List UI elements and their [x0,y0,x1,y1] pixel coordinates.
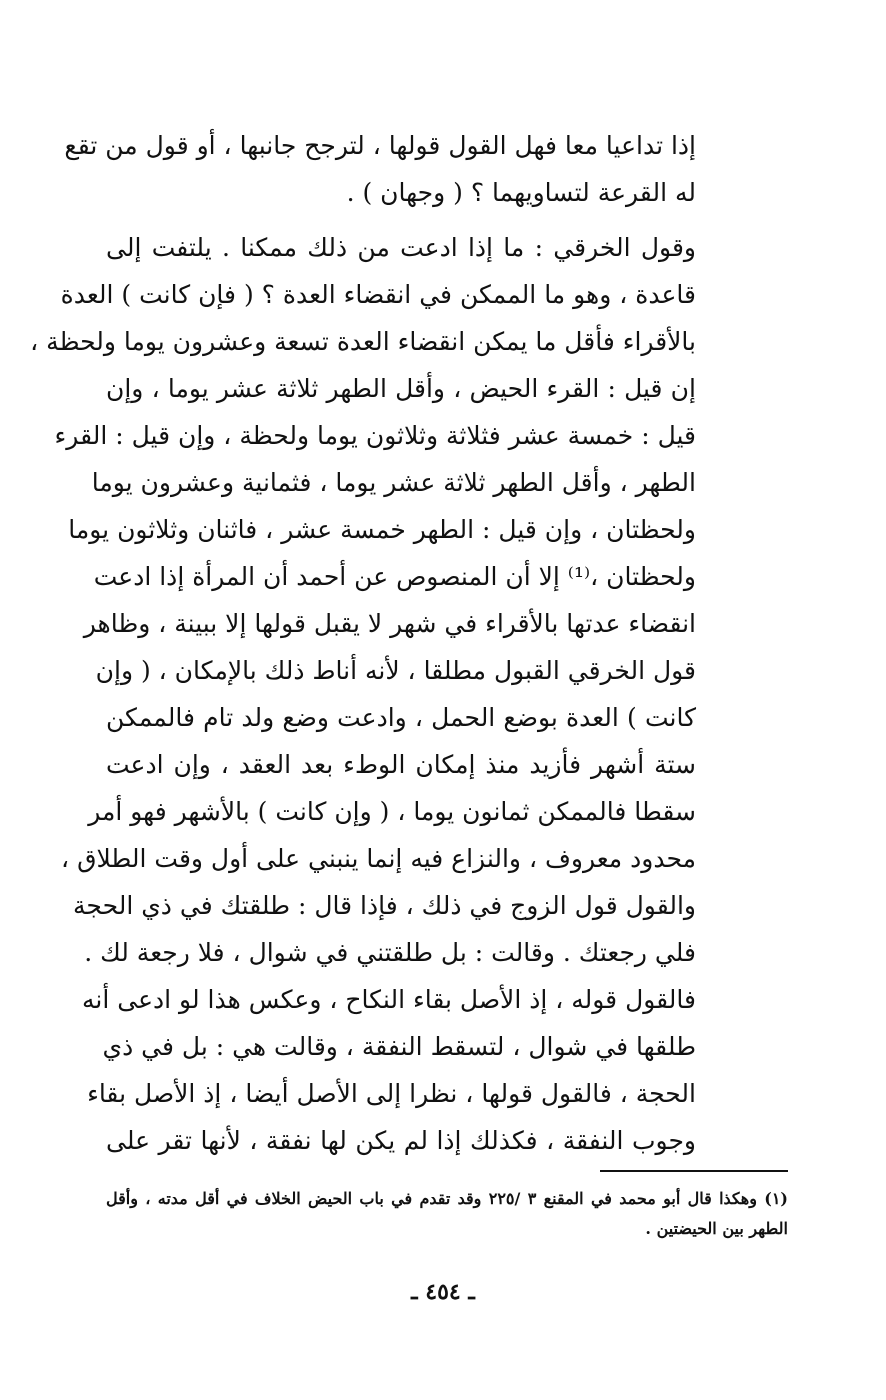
footnotes [106,1184,788,1244]
paragraph-gap [106,216,696,224]
footnote-separator [600,1170,788,1172]
text-line: ستة أشهر فأزيد منذ إمكان الوطء بعد العقد ، وإن ادعت [106,750,696,779]
paragraph-2 [30,224,696,1164]
text-line: قول الخرقي القبول مطلقا ، لأنه أناط ذلك بالإمكان ، ( وإن [95,656,696,685]
text-line: قيل : خمسة عشر فثلاثة وثلاثون يوما ولحظة ، وإن قيل : القرء [54,421,696,450]
page-number: ـ ٤٥٤ ـ [411,1279,475,1305]
text-line: محدود معروف ، والنزاع فيه إنما ينبني على أول وقت الطلاق ، [61,844,696,873]
text-line: إذا تداعيا معا فهل القول قولها ، لترجح جانبها ، أو قول من تقع [64,131,696,160]
text-line: الحجة ، فالقول قولها ، نظرا إلى الأصل أيضا ، إذ الأصل بقاء [87,1079,696,1108]
text-line: بالأقراء فأقل ما يمكن انقضاء العدة تسعة وعشرون يوما ولحظة ، [30,327,696,356]
text-line: وجوب النفقة ، فكذلك إذا لم يكن لها نفقة ، لأنها تقر على [106,1126,696,1155]
text-line: وقول الخرقي : ما إذا ادعت من ذلك ممكنا . يلتفت إلى [106,233,696,262]
text-line: فالقول قوله ، إذ الأصل بقاء النكاح ، وعكس هذا لو ادعى أنه [82,985,696,1014]
text-line: قاعدة ، وهو ما الممكن في انقضاء العدة ؟ ( فإن كانت ) العدة [60,280,696,309]
paragraph-1 [64,122,696,216]
text-line: إن قيل : القرء الحيض ، وأقل الطهر ثلاثة عشر يوما ، وإن [106,374,696,403]
text-line: سقطا فالممكن ثمانون يوما ، ( وإن كانت ) بالأشهر فهو أمر [88,797,696,826]
text-line: كانت ) العدة بوضع الحمل ، وادعت وضع ولد تام فالممكن [106,703,696,732]
footnote-line: الطهر بين الحيضتين . [645,1219,788,1238]
text-line: انقضاء عدتها بالأقراء في شهر لا يقبل قولها إلا ببينة ، وظاهر [83,609,696,638]
text-line: له القرعة لتساويهما ؟ ( وجهان ) . [346,178,696,207]
text-line: الطهر ، وأقل الطهر ثلاثة عشر يوما ، فثمانية وعشرون يوما [91,468,696,497]
text-line: ولحظتان ، وإن قيل : الطهر خمسة عشر ، فاثنان وثلاثون يوما [68,515,696,544]
text-line: والقول قول الزوج في ذلك ، فإذا قال : طلقتك في ذي الحجة [73,891,696,920]
text-line: طلقها في شوال ، لتسقط النفقة ، وقالت هي : بل في ذي [102,1032,696,1061]
text-line: ولحظتان ،⁽¹⁾ إلا أن المنصوص عن أحمد أن المرأة إذا ادعت [93,562,696,591]
text-line: فلي رجعتك . وقالت : بل طلقتني في شوال ، فلا رجعة لك . [84,938,696,967]
footnote-line: (١) وهكذا قال أبو محمد في المقنع ٣ /٢٢٥ وقد تقدم في باب الحيض الخلاف في أقل مدته ، وأقل [106,1189,788,1208]
main-text [30,122,696,1164]
